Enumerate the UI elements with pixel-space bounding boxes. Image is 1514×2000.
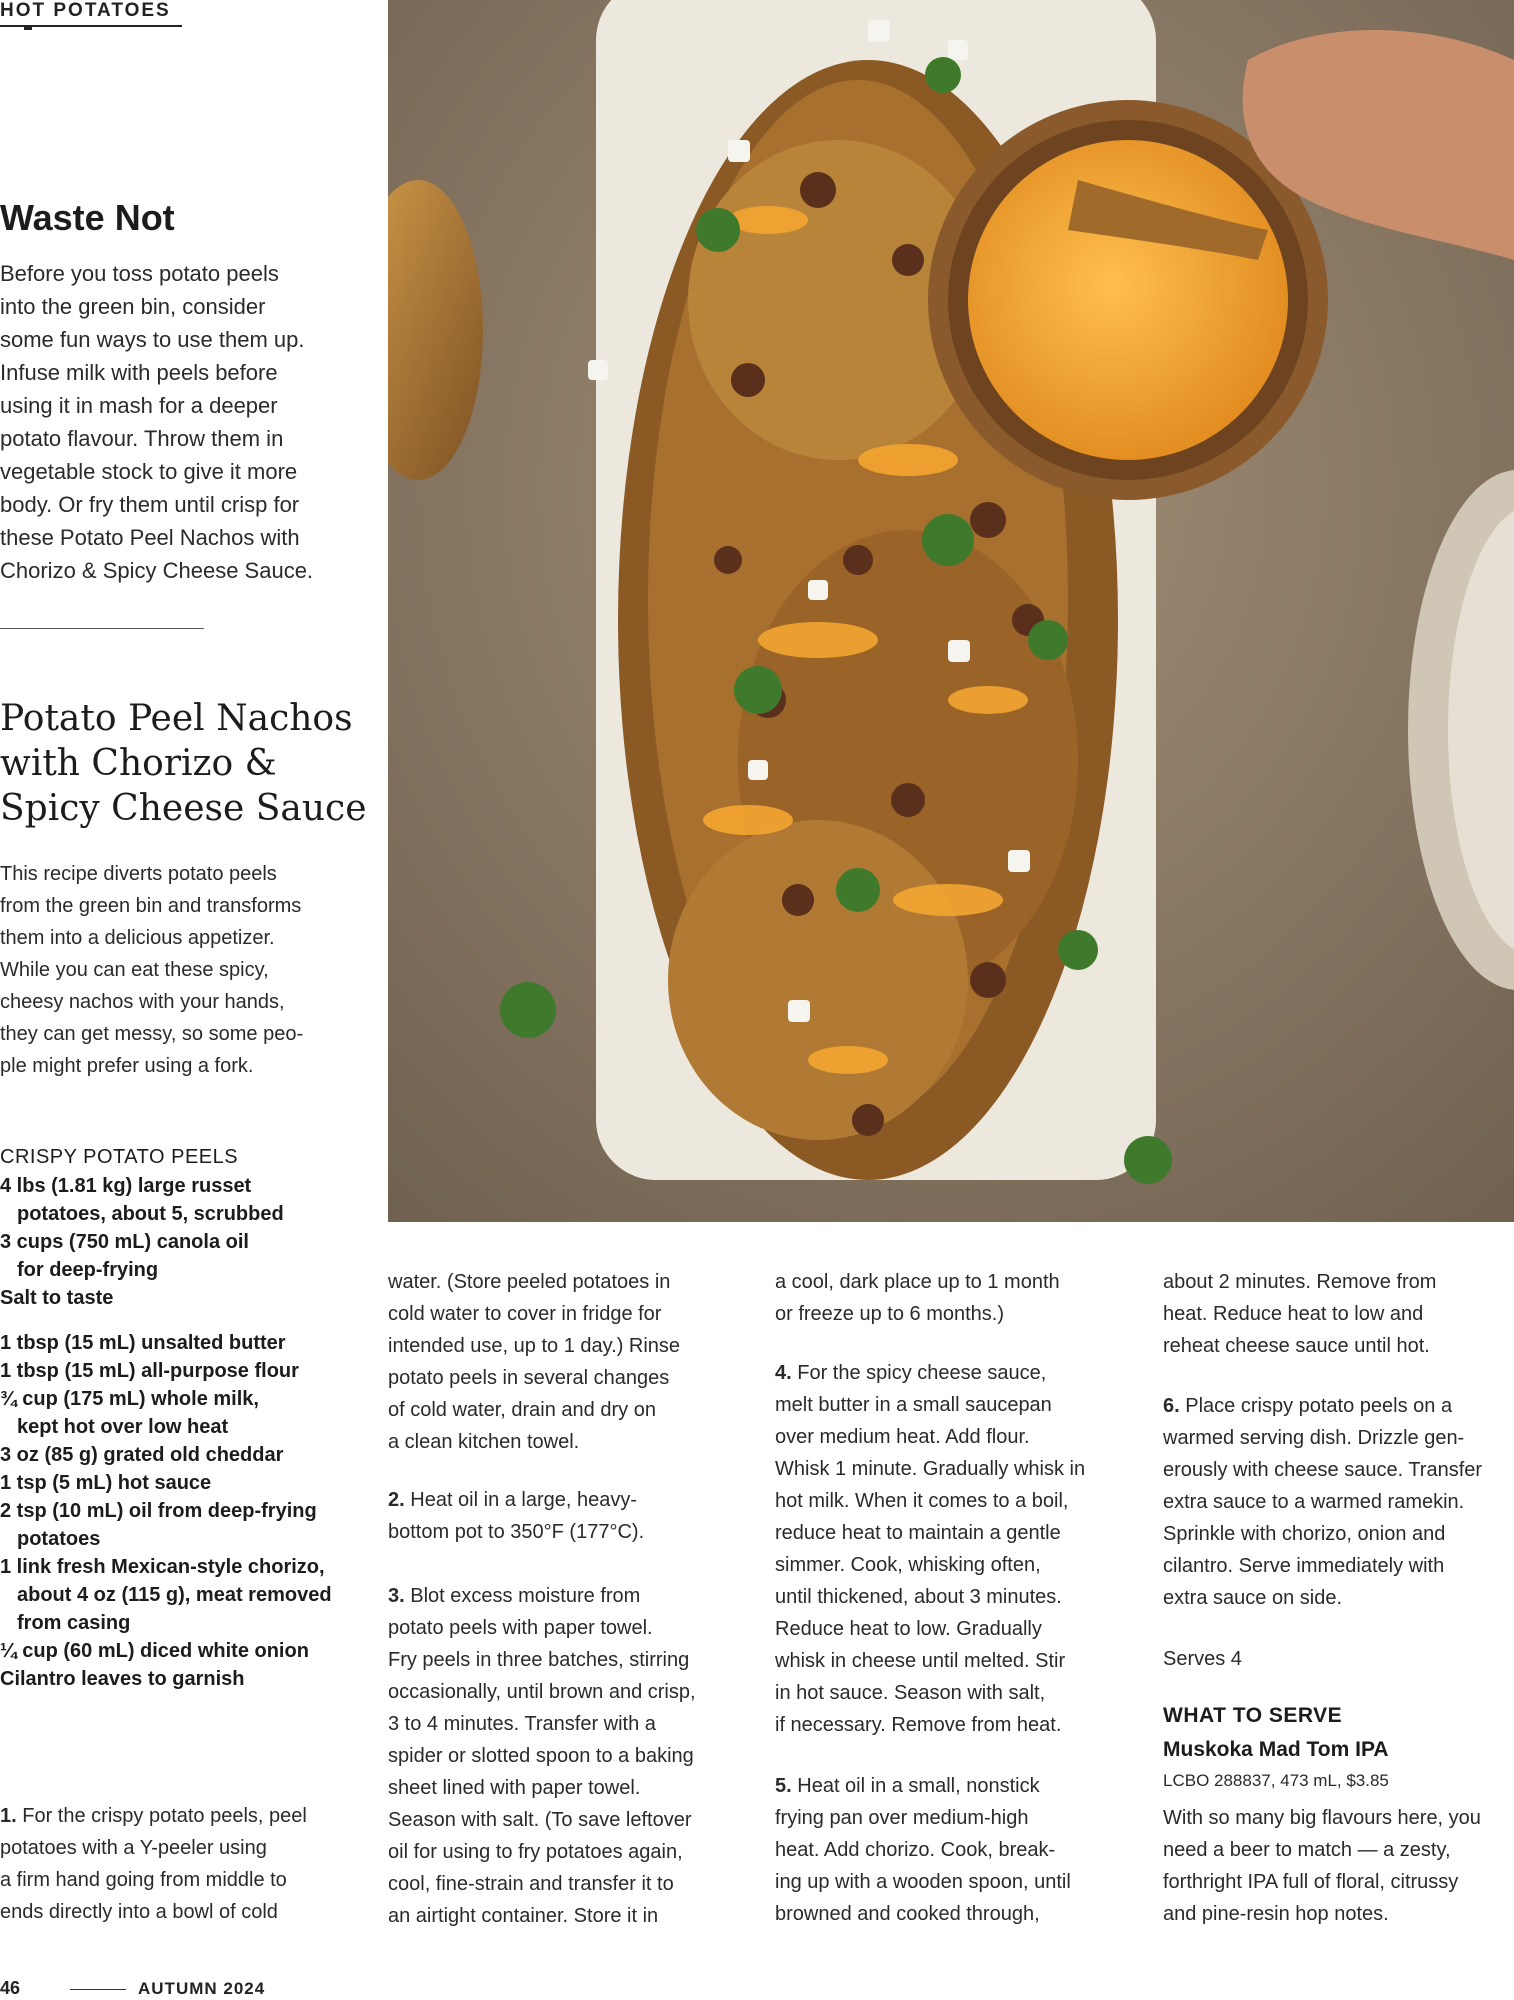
issue-season: AUTUMN 2024 bbox=[138, 1979, 266, 1998]
section-label: HOT POTATOES bbox=[0, 0, 171, 21]
page-number: 46 bbox=[0, 1978, 21, 1998]
step-2-text: Heat oil in a large, heavy- bottom pot to 350°F (177°C). bbox=[388, 1489, 645, 1543]
step-1-number: 1. bbox=[0, 1805, 17, 1827]
ingredient-item bbox=[0, 1329, 370, 1357]
serves-count: Serves 4 bbox=[1163, 1648, 1242, 1670]
what-to-serve-heading: WHAT TO SERVE bbox=[1163, 1704, 1343, 1727]
ingredient-item bbox=[0, 1469, 370, 1497]
step-3 bbox=[388, 1580, 763, 1932]
ingredient-line: 3 cups (750 mL) canola oil bbox=[0, 1231, 249, 1253]
ingredient-line: 2 tsp (10 mL) oil from deep-frying bbox=[0, 1500, 317, 1522]
ingredient-item bbox=[0, 1228, 370, 1284]
step-3-number: 3. bbox=[388, 1585, 405, 1607]
step-1 bbox=[0, 1800, 375, 1928]
footer-rule bbox=[70, 1989, 126, 1990]
step-4-text: For the spicy cheese sauce, melt butter in a small saucepan over medium heat. Add flour. Whisk 1 minute. Gradually whisk in hot milk. When it comes to a boil, reduce heat to maintain a gentle simmer. Cook, whisking often, until thickened, about 3 minutes. Reduce heat to low. Gradually whisk in cheese until melted. Stir in hot sauce. Season with salt, if necessary. Remove from heat. bbox=[775, 1362, 1086, 1736]
recipe-intro: This recipe diverts potato peels from the green bin and transforms them into a delicious appetizer. While you can eat these spicy, cheesy nachos with your hands, they can get messy, so some peo- ple might prefer using a fork. bbox=[0, 863, 304, 1077]
ingredient-line: Cilantro leaves to garnish bbox=[0, 1668, 245, 1690]
step-6-text: Place crispy potato peels on a warmed serving dish. Drizzle gen- erously with cheese sauce. Transfer extra sauce to a warmed ramekin. Sprinkle with chorizo, onion and cilantro. Serve immediately with extra sauce on side. bbox=[1163, 1395, 1483, 1609]
ingredients-group-sauce bbox=[0, 1329, 370, 1693]
ingredients-group-peels bbox=[0, 1172, 370, 1312]
ingredient-item bbox=[0, 1637, 370, 1665]
ingredient-line: 1 tsp (5 mL) hot sauce bbox=[0, 1472, 212, 1494]
recipe-title: Potato Peel Nachos with Chorizo & Spicy Cheese Sauce bbox=[0, 698, 367, 829]
beer-name: Muskoka Mad Tom IPA bbox=[1163, 1738, 1389, 1761]
step-3-text: Blot excess moisture from potato peels with paper towel. Fry peels in three batches, stirring occasionally, until brown and crisp, 3 to 4 minutes. Transfer with a spider or slotted spoon to a baking sheet lined with paper towel. Season with salt. (To save leftover oil for using to fry potatoes again, cool, fine-strain and transfer it to an airtight container. Store it in bbox=[388, 1585, 696, 1927]
ingredient-line: 1 tbsp (15 mL) all-purpose flour bbox=[0, 1360, 299, 1382]
column-2-continuation: water. (Store peeled potatoes in cold water to cover in fridge for intended use, up to 1 day.) Rinse potato peels in several changes of cold water, drain and dry on a clean kitchen towel. bbox=[388, 1271, 681, 1453]
ingredient-line: ¼ cup (60 mL) diced white onion bbox=[0, 1640, 309, 1662]
beer-details: LCBO 288837, 473 mL, $3.85 bbox=[1163, 1771, 1389, 1790]
step-5-number: 5. bbox=[775, 1775, 792, 1797]
ingredient-item bbox=[0, 1357, 370, 1385]
ingredient-line: 1 tbsp (15 mL) unsalted butter bbox=[0, 1332, 286, 1354]
ingredients-heading: CRISPY POTATO PEELS bbox=[0, 1146, 239, 1168]
ingredient-item bbox=[0, 1553, 370, 1637]
step-2-number: 2. bbox=[388, 1489, 405, 1511]
ingredient-line: 1 link fresh Mexican-style chorizo, bbox=[0, 1556, 325, 1578]
step-5-text: Heat oil in a small, nonstick frying pan over medium-high heat. Add chorizo. Cook, break- ing up with a wooden spoon, until browned and cooked through, bbox=[775, 1775, 1071, 1925]
step-6-number: 6. bbox=[1163, 1395, 1180, 1417]
ingredient-line: ¾ cup (175 mL) whole milk, bbox=[0, 1388, 259, 1410]
dish-photo-illustration bbox=[388, 0, 1514, 1222]
waste-not-body: Before you toss potato peels into the green bin, consider some fun ways to use them up. Infuse milk with peels before using it in mash for a deeper potato flavour. Throw them in vegetable stock to give it more body. Or fry them until crisp for these Potato Peel Nachos with Chorizo & Spicy Cheese Sauce. bbox=[0, 261, 314, 583]
column-4-continuation: about 2 minutes. Remove from heat. Reduce heat to low and reheat cheese sauce until hot. bbox=[1163, 1271, 1437, 1357]
ingredient-item bbox=[0, 1665, 370, 1693]
step-4 bbox=[775, 1357, 1150, 1741]
ingredient-line: Salt to taste bbox=[0, 1287, 114, 1309]
ingredient-item bbox=[0, 1385, 370, 1441]
ingredient-continuation: for deep-frying bbox=[17, 1259, 159, 1281]
ingredient-continuation: kept hot over low heat bbox=[17, 1416, 229, 1438]
ingredient-item bbox=[0, 1497, 370, 1553]
ingredient-item bbox=[0, 1441, 370, 1469]
ingredient-continuation: about 4 oz (115 g), meat removed bbox=[17, 1584, 332, 1606]
section-divider bbox=[0, 628, 204, 629]
ingredient-continuation: from casing bbox=[17, 1612, 131, 1634]
ingredient-item bbox=[0, 1284, 370, 1312]
ingredient-line: 3 oz (85 g) grated old cheddar bbox=[0, 1444, 284, 1466]
ingredient-item bbox=[0, 1172, 370, 1228]
step-2 bbox=[388, 1484, 763, 1548]
ingredient-continuation: potatoes bbox=[17, 1528, 101, 1550]
ingredient-line: 4 lbs (1.81 kg) large russet bbox=[0, 1175, 252, 1197]
ingredient-continuation: potatoes, about 5, scrubbed bbox=[17, 1203, 284, 1225]
step-6 bbox=[1163, 1390, 1514, 1614]
dish-photo bbox=[388, 0, 1514, 1222]
section-tick bbox=[24, 25, 32, 30]
step-4-number: 4. bbox=[775, 1362, 792, 1384]
step-1-text: For the crispy potato peels, peel potatoes with a Y-peeler using a firm hand going from middle to ends directly into a bowl of cold bbox=[0, 1805, 307, 1923]
ingredients-gap bbox=[0, 1312, 370, 1329]
beer-note: With so many big flavours here, you need a beer to match — a zesty, forthright IPA full of floral, citrussy and pine-resin hop notes. bbox=[1163, 1807, 1481, 1925]
column-3-continuation: a cool, dark place up to 1 month or freeze up to 6 months.) bbox=[775, 1271, 1060, 1325]
waste-not-title: Waste Not bbox=[0, 197, 175, 238]
ingredients-list bbox=[0, 1142, 370, 1693]
step-5 bbox=[775, 1770, 1150, 1930]
